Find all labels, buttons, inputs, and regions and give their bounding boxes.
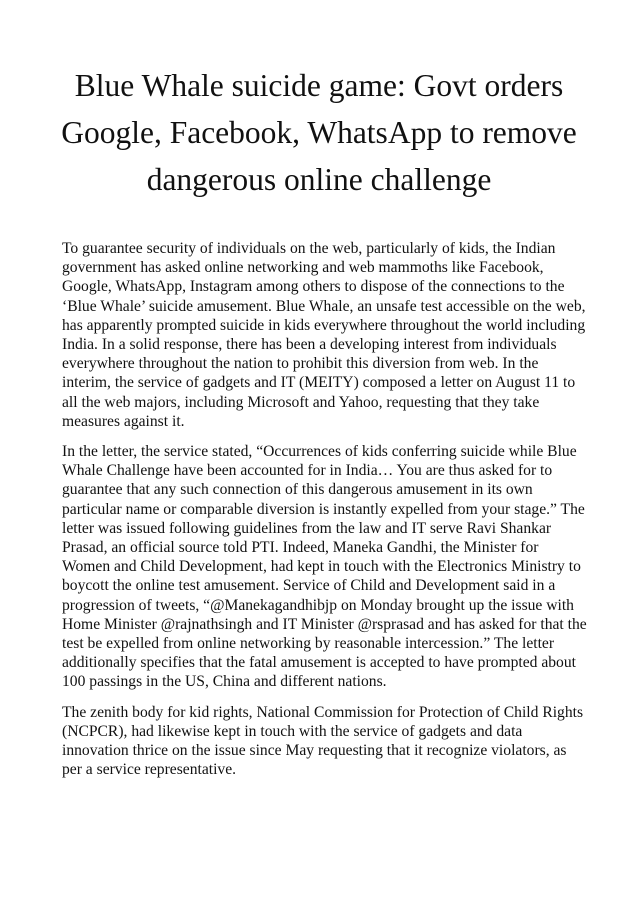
document-title: Blue Whale suicide game: Govt orders Google, Facebook, WhatsApp to remove dangerous online challenge	[61, 68, 577, 197]
paragraph-ncpcr: The zenith body for kid rights, National Commission for Protection of Child Rights (NCPCR), had likewise kept in touch with the service of gadgets and data innovation thrice on the issue since May requesting that it recognize violators, as per a service representative.	[62, 703, 584, 779]
paragraph-intro: To guarantee security of individuals on the web, particularly of kids, the Indian government has asked online networking and web mammoths like Facebook, Google, WhatsApp, Instagram among others to dispose of the connections to the ‘Blue Whale’ suicide amusement. Blue Whale, an unsafe test accessible on the web, has apparently prompted suicide in kids everywhere throughout the world including India. In a solid response, there has been a developing interest from individuals everywhere throughout the nation to prohibit this diversion from web. In the interim, the service of gadgets and IT (MEITY) composed a letter on August 11 to all the web majors, including Microsoft and Yahoo, requesting that they take measures against it.	[62, 240, 586, 430]
paragraph-letter: In the letter, the service stated, “Occurrences of kids conferring suicide while Blue Whale Challenge have been accounted for in India… You are thus asked for to guarantee that any such connection of this dangerous amusement in its own particular name or comparable diversion is instantly expelled from your stage.” The letter was issued following guidelines from the law and IT serve Ravi Shankar Prasad, an official source told PTI. Indeed, Maneka Gandhi, the Minister for Women and Child Development, had kept in touch with the Electronics Ministry to boycott the online test amusement. Service of Child and Development said in a progression of tweets, “@Manekagandhibjp on Monday brought up the issue with Home Minister @rajnathsingh and IT Minister @rsprasad and has asked for that the test be expelled from online networking by reasonable intercession.” The letter additionally specifies that the fatal amusement is accepted to have prompted about 100 passings in the US, China and different nations.	[62, 443, 587, 691]
article-body	[62, 239, 590, 790]
